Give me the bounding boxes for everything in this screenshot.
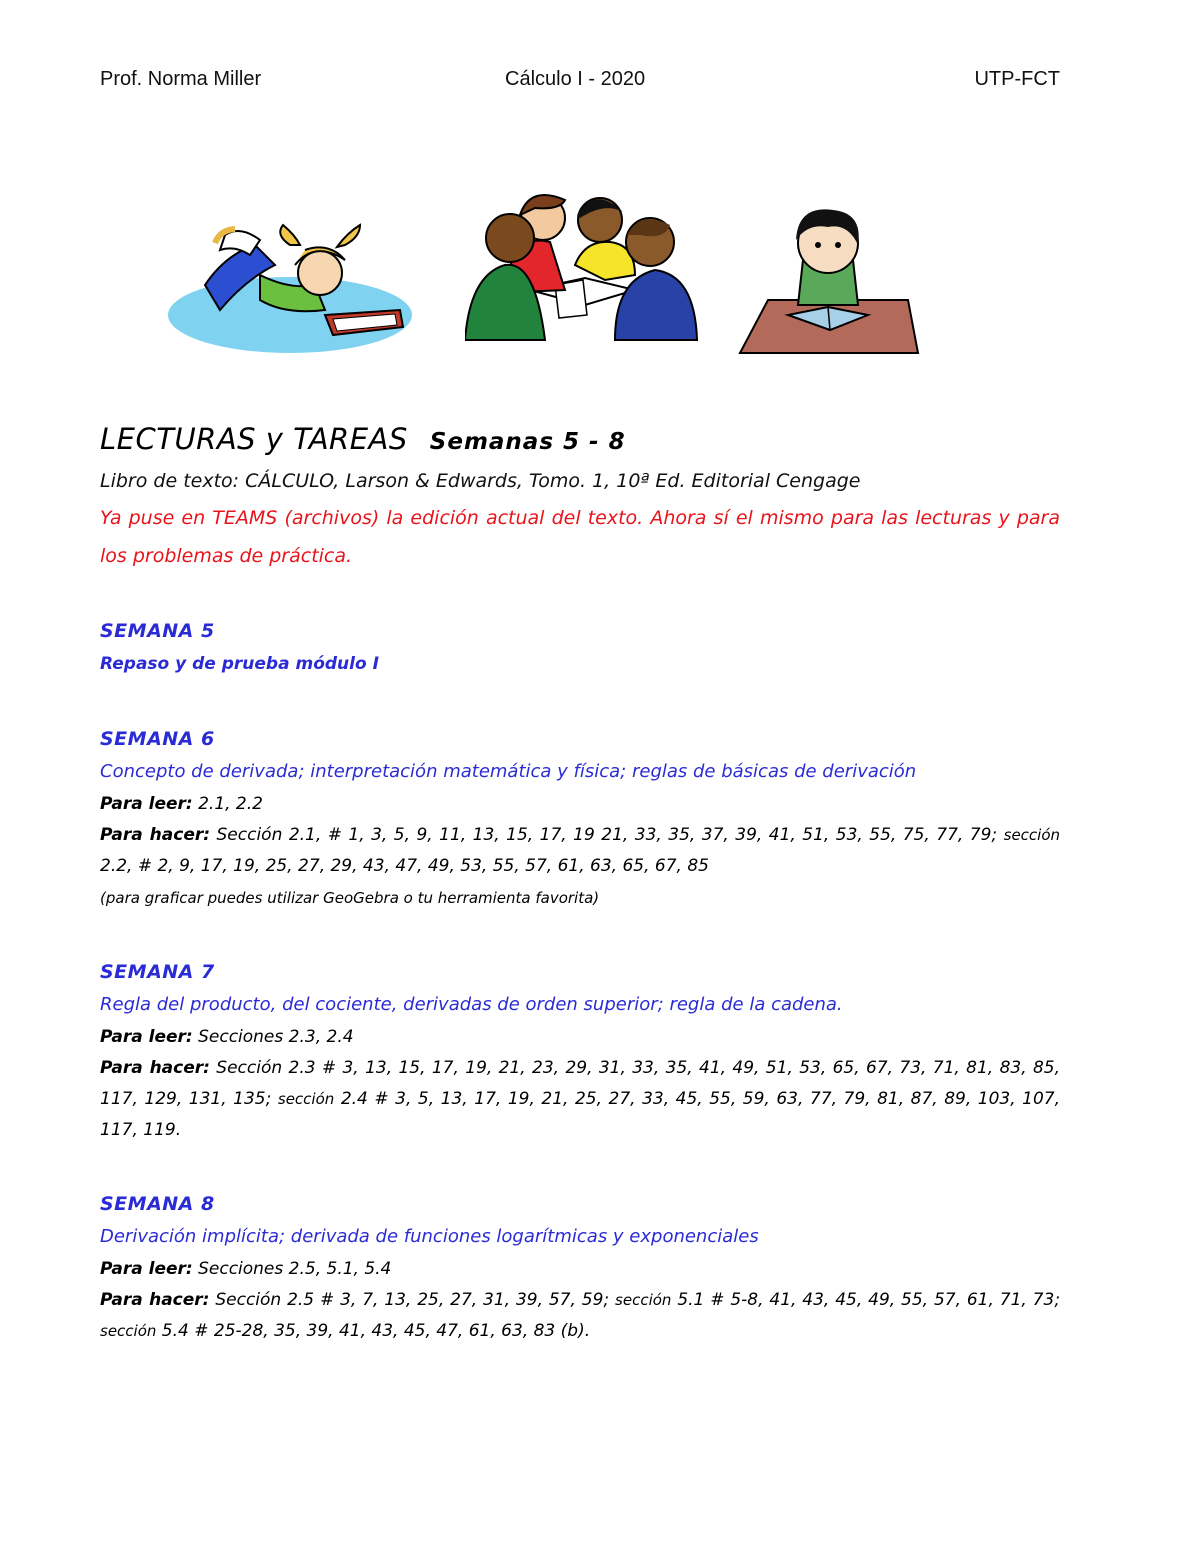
homework-part-b: 5.1 # 5-8, 41, 43, 45, 49, 55, 57, 61, 71, 73; <box>677 1290 1061 1310</box>
read-sections: Secciones 2.5, 5.1, 5.4 <box>198 1259 392 1279</box>
week-8-section <box>100 1188 1060 1347</box>
week-topic: Regla del producto, del cociente, derivadas de orden superior; regla de la cadena. <box>100 994 843 1015</box>
section-label: sección <box>1003 826 1061 844</box>
section-label: sección <box>615 1291 672 1309</box>
week-7-section <box>100 956 1060 1146</box>
read-label: Para leer: <box>100 1259 193 1279</box>
homework-part-a: Sección 2.5 # 3, 7, 13, 25, 27, 31, 39, 57, 59; <box>215 1290 610 1310</box>
homework-line <box>100 820 1060 882</box>
week-heading: SEMANA 5 <box>100 620 215 642</box>
read-label: Para leer: <box>100 794 193 814</box>
reading-line <box>100 789 1060 820</box>
boy-reading-icon <box>738 205 920 355</box>
read-sections: Secciones 2.3, 2.4 <box>198 1027 354 1047</box>
read-label: Para leer: <box>100 1027 193 1047</box>
week-topic: Repaso y de prueba módulo I <box>100 654 379 674</box>
header-course: Cálculo I - 2020 <box>505 68 646 90</box>
do-label: Para hacer: <box>100 1058 210 1078</box>
section-label: sección <box>100 1322 157 1340</box>
homework-line <box>100 1053 1060 1146</box>
homework-part-a: Sección 2.3 # 3, 13, 15, 17, 19, 21, 23, 29, 31, 33, 35, 41, 49, 51, 53, 65, 67, 73, 71, 81, 83, 85, 117, 129, 131, 135; <box>100 1058 1060 1109</box>
geogebra-note: (para graficar puedes utilizar GeoGebra o tu herramienta favorita) <box>100 889 600 907</box>
header-institution: UTP-FCT <box>974 68 1060 90</box>
do-label: Para hacer: <box>100 1290 210 1310</box>
section-label: sección <box>277 1090 335 1108</box>
homework-part-b: 2.4 # 3, 5, 13, 17, 19, 21, 25, 27, 33, 45, 55, 59, 63, 77, 79, 81, 87, 89, 103, 107, 117, 119. <box>100 1089 1061 1140</box>
textbook-line: Libro de texto: CÁLCULO, Larson & Edwards, Tomo. 1, 10ª Ed. Editorial Cengage <box>100 470 861 492</box>
homework-part-b: 2.2, # 2, 9, 17, 19, 25, 27, 29, 43, 47, 49, 53, 55, 57, 61, 63, 65, 67, 85 <box>100 856 709 876</box>
week-5-section <box>100 615 1060 681</box>
reading-line <box>100 1254 1060 1285</box>
page-title <box>100 415 1060 463</box>
week-topic: Derivación implícita; derivada de funciones logarítmicas y exponenciales <box>100 1226 759 1247</box>
reading-line <box>100 1022 1060 1053</box>
group-study-icon <box>465 180 700 350</box>
page-header <box>100 68 1060 98</box>
homework-part-c: 5.4 # 25-28, 35, 39, 41, 43, 45, 47, 61, 63, 83 (b). <box>161 1321 591 1341</box>
girl-reading-icon <box>165 215 415 355</box>
document-body <box>100 415 1060 1347</box>
week-topic: Concepto de derivada; interpretación matemática y física; reglas de básicas de derivación <box>100 761 917 782</box>
week-heading: SEMANA 6 <box>100 728 215 750</box>
week-heading: SEMANA 7 <box>100 961 215 983</box>
teams-note: Ya puse en TEAMS (archivos) la edición actual del texto. Ahora sí el mismo para las lecturas y para los problemas de práctica. <box>100 507 1060 567</box>
homework-line <box>100 1285 1060 1347</box>
read-sections: 2.1, 2.2 <box>198 794 263 814</box>
header-author: Prof. Norma Miller <box>100 68 262 90</box>
week-heading: SEMANA 8 <box>100 1193 215 1215</box>
do-label: Para hacer: <box>100 825 211 845</box>
week-6-section <box>100 723 1060 914</box>
title-weeks: Semanas 5 - 8 <box>429 429 626 455</box>
homework-part-a: Sección 2.1, # 1, 3, 5, 9, 11, 13, 15, 17, 19 21, 33, 35, 37, 39, 41, 51, 53, 55, 75, 77, 79; <box>216 825 998 845</box>
title-main: LECTURAS y TAREAS <box>100 422 408 456</box>
